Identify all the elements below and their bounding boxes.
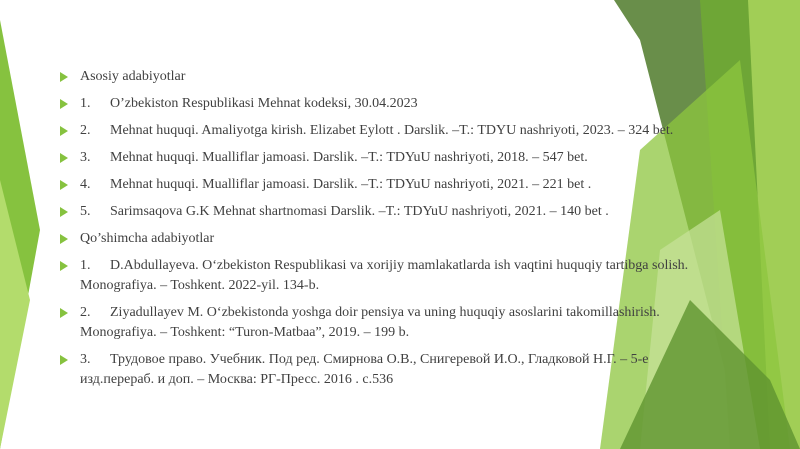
item-number: 1. — [80, 96, 91, 111]
item-text: O’zbekiston Respublikasi Mehnat kodeksi, 30.04.2023 — [110, 96, 418, 111]
references-list — [60, 67, 720, 397]
bullet-icon — [60, 308, 68, 318]
list-item — [60, 121, 720, 141]
list-item — [60, 202, 720, 222]
list-item — [60, 229, 720, 249]
bullet-icon — [60, 234, 68, 244]
bullet-icon — [60, 99, 68, 109]
list-item — [60, 350, 720, 390]
item-text: Ziyadullayev M. O‘zbekistonda yoshga doir pensiya va uning huquqiy asoslarini takomillashirish. Monografiya. – Toshkent: “Turon-Matbaa”, 2019. – 199 b. — [80, 305, 660, 340]
bullet-icon — [60, 153, 68, 163]
item-number: 3. — [80, 352, 91, 367]
bullet-icon — [60, 180, 68, 190]
bullet-icon — [60, 261, 68, 271]
item-number: 4. — [80, 177, 91, 192]
item-text: Mehnat huquqi. Mualliflar jamoasi. Darslik. –T.: TDYuU nashriyoti, 2018. – 547 bet. — [110, 150, 588, 165]
item-number: 3. — [80, 150, 91, 165]
list-item — [60, 256, 720, 296]
item-number: 1. — [80, 258, 91, 273]
item-text: Sarimsaqova G.K Mehnat shartnomasi Darslik. –T.: TDYuU nashriyoti, 2021. – 140 bet . — [110, 204, 609, 219]
item-text: Трудовое право. Учебник. Под ред. Смирнова О.В., Снигеревой И.О., Гладковой Н.Г. – 5-е изд.перераб. и доп. – Москва: РГ-Пресс. 2016 . с.536 — [80, 352, 649, 387]
list-item — [60, 303, 720, 343]
item-text: Mehnat huquqi. Mualliflar jamoasi. Darslik. –T.: TDYuU nashriyoti, 2021. – 221 bet . — [110, 177, 592, 192]
list-item — [60, 148, 720, 168]
item-text: Qo’shimcha adabiyotlar — [80, 231, 215, 246]
list-item — [60, 175, 720, 195]
bullet-icon — [60, 72, 68, 82]
item-number: 2. — [80, 305, 91, 320]
list-item — [60, 94, 720, 114]
bullet-icon — [60, 355, 68, 365]
item-text: Mehnat huquqi. Amaliyotga kirish. Elizabet Eylott . Darslik. –T.: TDYU nashriyoti, 2023. – 324 bet. — [110, 123, 674, 138]
item-text: D.Abdullayeva. O‘zbekiston Respublikasi va xorijiy mamlakatlarda ish vaqtini huquqiy tartibga solish. Monografiya. – Toshkent. 2022-yil. 134-b. — [80, 258, 689, 293]
bullet-icon — [60, 207, 68, 217]
item-text: Asosiy adabiyotlar — [80, 69, 186, 84]
item-number: 2. — [80, 123, 91, 138]
item-number: 5. — [80, 204, 91, 219]
bullet-icon — [60, 126, 68, 136]
list-item — [60, 67, 720, 87]
